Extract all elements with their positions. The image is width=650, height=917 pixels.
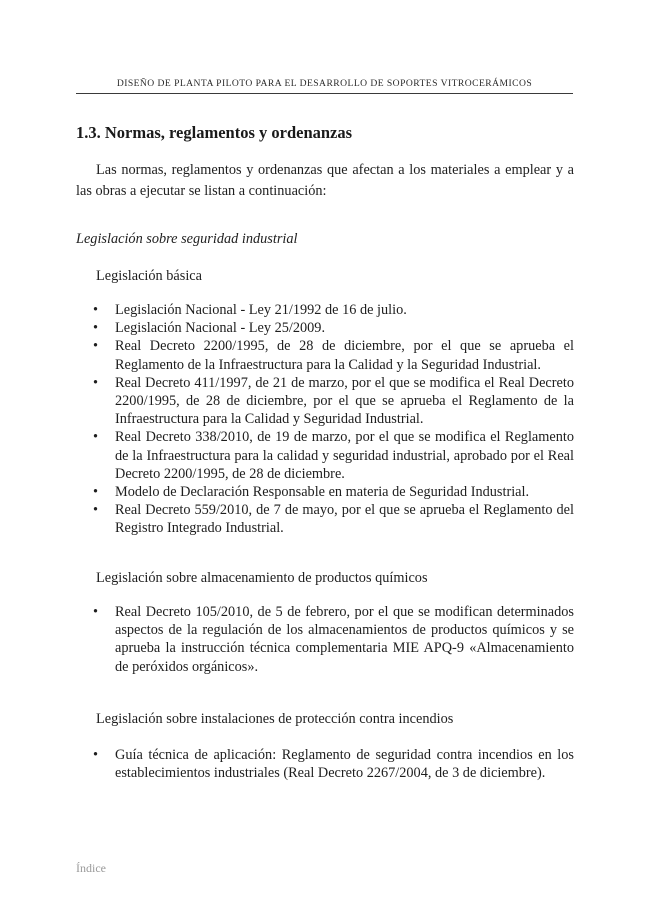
list-item: • Modelo de Declaración Responsable en materia de Seguridad Industrial.: [76, 483, 574, 501]
group-heading-basic-legislation: Legislación básica: [96, 268, 202, 284]
list-item: • Real Decreto 2200/1995, de 28 de diciembre, por el que se aprueba el Reglamento de la Infraestructura para la Calidad y la Seguridad Industrial.: [76, 337, 574, 373]
chemical-storage-list: [76, 603, 574, 676]
list-item: • Real Decreto 559/2010, de 7 de mayo, por el que se aprueba el Reglamento del Registro Integrado Industrial.: [76, 501, 574, 537]
list-item: • Guía técnica de aplicación: Reglamento de seguridad contra incendios en los establecimientos industriales (Real Decreto 2267/2004, de 3 de diciembre).: [76, 746, 574, 782]
basic-legislation-list: [76, 301, 574, 538]
header-rule: [76, 93, 573, 94]
list-item: • Real Decreto 105/2010, de 5 de febrero, por el que se modifican determinados aspectos de la regulación de los almacenamientos de productos químicos y se aprueba la instrucción técnica complementaria MIE APQ-9 «Almacenamiento de peróxidos orgánicos».: [76, 603, 574, 676]
list-item: • Real Decreto 411/1997, de 21 de marzo, por el que se modifica el Real Decreto 2200/1995, de 28 de diciembre, por el que se aprueba el Reglamento de la Infraestructura para la Calidad y Seguridad Industrial.: [76, 374, 574, 429]
running-header: DISEÑO DE PLANTA PILOTO PARA EL DESARROLLO DE SOPORTES VITROCERÁMICOS: [116, 78, 533, 89]
list-item: • Legislación Nacional - Ley 25/2009.: [76, 319, 574, 337]
section-title: 1.3. Normas, reglamentos y ordenanzas: [76, 123, 353, 142]
index-link[interactable]: Índice: [76, 861, 106, 875]
list-item: • Real Decreto 338/2010, de 19 de marzo, por el que se modifica el Reglamento de la Infraestructura para la calidad y seguridad industrial, aprobado por el Real Decreto 2200/1995, de 28 de diciembre.: [76, 428, 574, 483]
fire-protection-list: [76, 746, 574, 782]
list-item: • Legislación Nacional - Ley 21/1992 de 16 de julio.: [76, 301, 574, 319]
group-heading-chemical-storage: Legislación sobre almacenamiento de productos químicos: [96, 570, 428, 586]
subsection-title: Legislación sobre seguridad industrial: [76, 231, 298, 247]
group-heading-fire-protection: Legislación sobre instalaciones de protección contra incendios: [96, 711, 454, 727]
intro-paragraph: Las normas, reglamentos y ordenanzas que afectan a los materiales a emplear y a las obras a ejecutar se listan a continuación:: [76, 162, 574, 199]
